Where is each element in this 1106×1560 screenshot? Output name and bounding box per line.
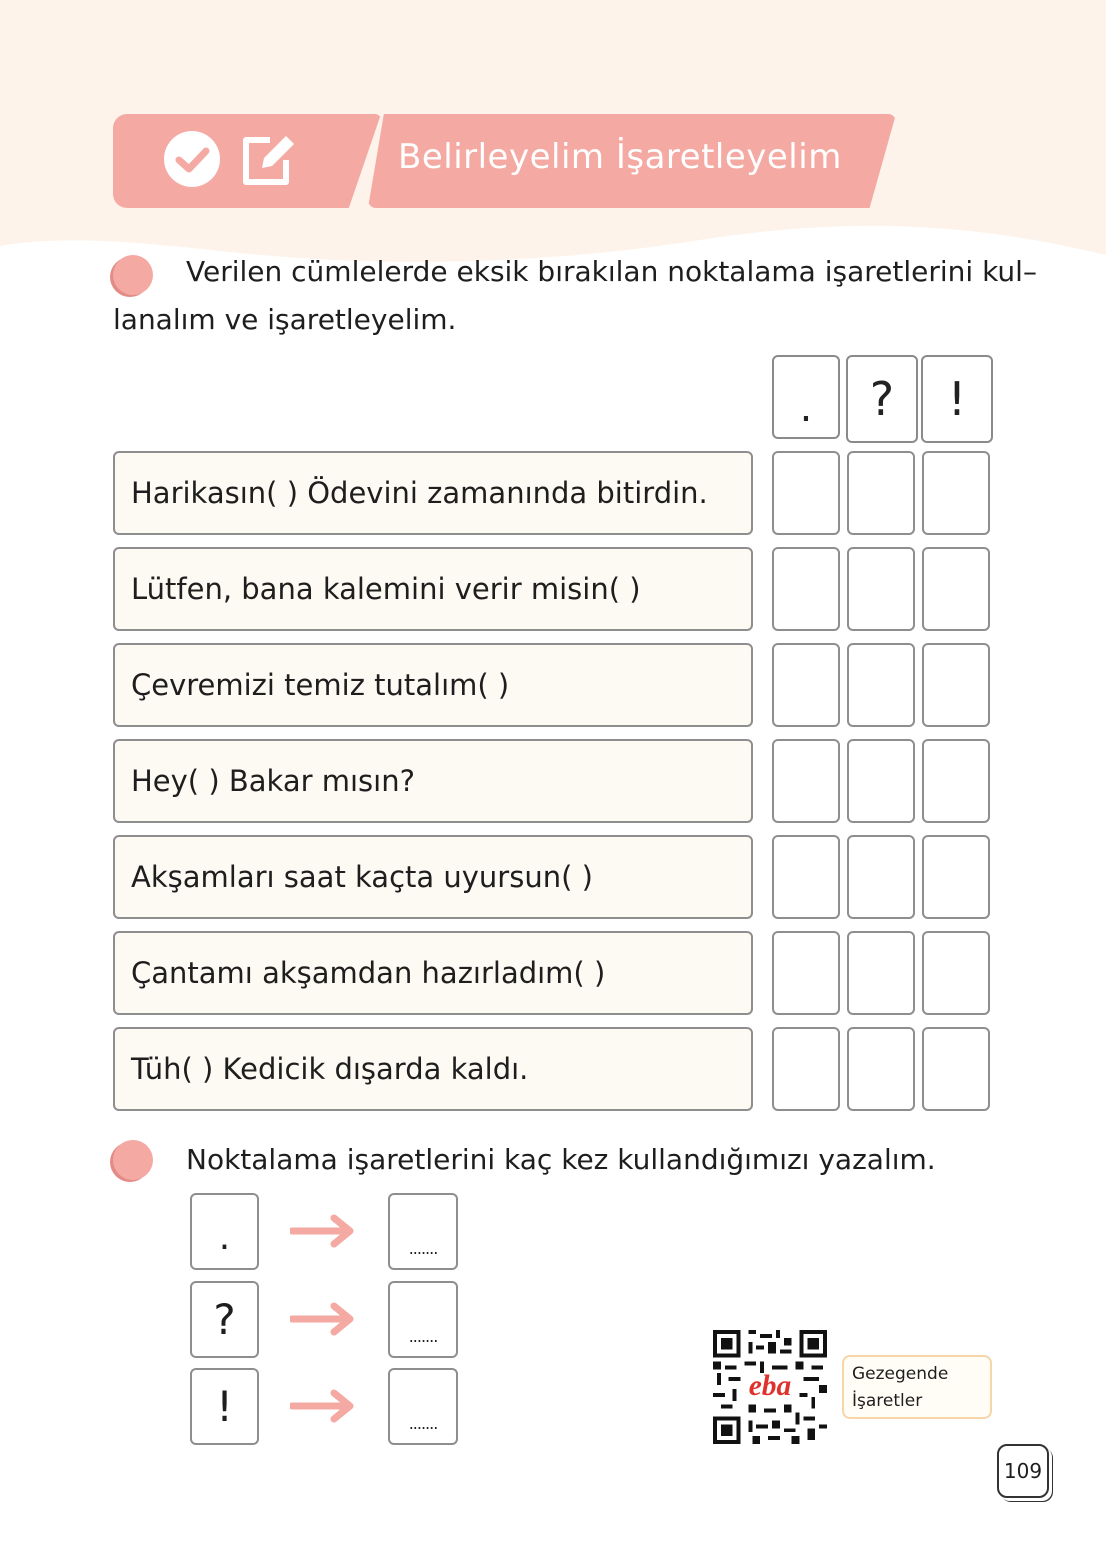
column-header-exclamation: !	[921, 355, 993, 443]
sentence-6: Çantamı akşamdan hazırladım( )	[113, 931, 753, 1015]
edit-note-icon	[240, 130, 298, 188]
checkbox-exclamation-2[interactable]	[922, 547, 990, 631]
checkbox-period-2[interactable]	[772, 547, 840, 631]
bullet-icon	[113, 1140, 153, 1180]
arrow-right-icon	[290, 1389, 356, 1423]
count-answer-question[interactable]: .......	[388, 1281, 458, 1358]
checkbox-exclamation-4[interactable]	[922, 739, 990, 823]
count-answer-period[interactable]: .......	[388, 1193, 458, 1270]
qr-caption-line1: Gezegende	[852, 1364, 949, 1384]
column-header-question: ?	[846, 355, 918, 443]
check-circle-icon	[163, 130, 221, 188]
sentence-4: Hey( ) Bakar mısın?	[113, 739, 753, 823]
checkbox-question-3[interactable]	[847, 643, 915, 727]
checkbox-period-3[interactable]	[772, 643, 840, 727]
arrow-right-icon	[290, 1302, 356, 1336]
checkbox-exclamation-6[interactable]	[922, 931, 990, 1015]
task1-instruction-line2: lanalım ve işaretleyelim.	[113, 303, 457, 336]
qr-caption	[842, 1355, 992, 1419]
arrow-right-icon	[290, 1214, 356, 1248]
checkbox-exclamation-5[interactable]	[922, 835, 990, 919]
checkbox-period-1[interactable]	[772, 451, 840, 535]
checkbox-question-4[interactable]	[847, 739, 915, 823]
count-symbol-question: ?	[190, 1281, 259, 1358]
qr-caption-line2: İşaretler	[852, 1391, 923, 1411]
checkbox-period-7[interactable]	[772, 1027, 840, 1111]
task2-instruction: Noktalama işaretlerini kaç kez kullandığımızı yazalım.	[186, 1143, 936, 1176]
page-number: 109	[997, 1444, 1049, 1498]
task1-instruction-line1: Verilen cümlelerde eksik bırakılan noktalama işaretlerini kul–	[186, 255, 1037, 288]
sentence-7: Tüh( ) Kedicik dışarda kaldı.	[113, 1027, 753, 1111]
sentence-3: Çevremizi temiz tutalım( )	[113, 643, 753, 727]
checkbox-question-6[interactable]	[847, 931, 915, 1015]
checkbox-period-4[interactable]	[772, 739, 840, 823]
count-answer-exclamation[interactable]: .......	[388, 1368, 458, 1445]
checkbox-period-6[interactable]	[772, 931, 840, 1015]
checkbox-question-1[interactable]	[847, 451, 915, 535]
checkbox-question-2[interactable]	[847, 547, 915, 631]
count-symbol-exclamation: !	[190, 1368, 259, 1445]
column-header-period: .	[772, 355, 840, 439]
sentence-5: Akşamları saat kaçta uyursun( )	[113, 835, 753, 919]
checkbox-exclamation-3[interactable]	[922, 643, 990, 727]
checkbox-exclamation-1[interactable]	[922, 451, 990, 535]
sentence-2: Lütfen, bana kalemini verir misin( )	[113, 547, 753, 631]
section-title: Belirleyelim İşaretleyelim	[398, 137, 842, 177]
checkbox-exclamation-7[interactable]	[922, 1027, 990, 1111]
bullet-icon	[113, 255, 153, 295]
count-symbol-period: .	[190, 1193, 259, 1270]
checkbox-question-5[interactable]	[847, 835, 915, 919]
qr-code[interactable]	[712, 1330, 828, 1444]
eba-logo: eba	[748, 1370, 792, 1403]
checkbox-period-5[interactable]	[772, 835, 840, 919]
sentence-1: Harikasın( ) Ödevini zamanında bitirdin.	[113, 451, 753, 535]
checkbox-question-7[interactable]	[847, 1027, 915, 1111]
